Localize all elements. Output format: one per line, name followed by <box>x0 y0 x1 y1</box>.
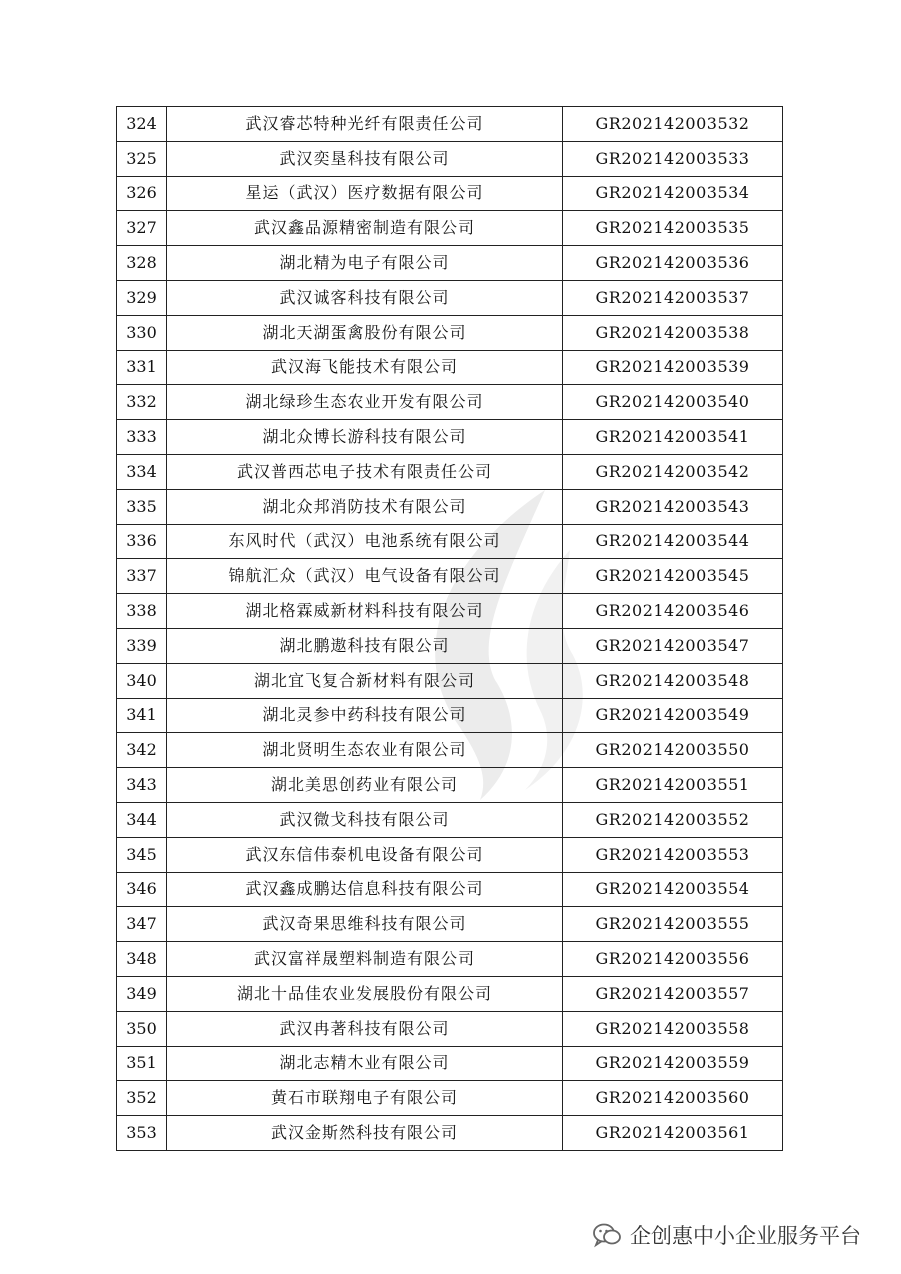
row-number: 326 <box>117 176 167 211</box>
company-name: 武汉富祥晟塑料制造有限公司 <box>167 942 563 977</box>
table-row <box>117 454 783 489</box>
row-number: 331 <box>117 350 167 385</box>
company-name: 湖北美思创药业有限公司 <box>167 768 563 803</box>
company-name: 武汉鑫成鹏达信息科技有限公司 <box>167 872 563 907</box>
certificate-code: GR202142003543 <box>563 489 783 524</box>
company-name: 湖北精为电子有限公司 <box>167 246 563 281</box>
row-number: 328 <box>117 246 167 281</box>
certificate-code: GR202142003532 <box>563 107 783 142</box>
table-row <box>117 837 783 872</box>
certificate-code: GR202142003559 <box>563 1046 783 1081</box>
row-number: 342 <box>117 733 167 768</box>
table-row <box>117 1046 783 1081</box>
table-row <box>117 1081 783 1116</box>
certificate-code: GR202142003560 <box>563 1081 783 1116</box>
company-name: 湖北格霖威新材料科技有限公司 <box>167 594 563 629</box>
table-row <box>117 907 783 942</box>
certificate-code: GR202142003539 <box>563 350 783 385</box>
company-table <box>116 106 783 1151</box>
company-name: 武汉普西芯电子技术有限责任公司 <box>167 454 563 489</box>
row-number: 351 <box>117 1046 167 1081</box>
row-number: 339 <box>117 628 167 663</box>
table-row <box>117 141 783 176</box>
row-number: 348 <box>117 942 167 977</box>
table-row <box>117 942 783 977</box>
certificate-code: GR202142003534 <box>563 176 783 211</box>
table-row <box>117 280 783 315</box>
row-number: 336 <box>117 524 167 559</box>
row-number: 347 <box>117 907 167 942</box>
row-number: 346 <box>117 872 167 907</box>
company-name: 武汉鑫品源精密制造有限公司 <box>167 211 563 246</box>
certificate-code: GR202142003561 <box>563 1116 783 1151</box>
company-name: 湖北灵参中药科技有限公司 <box>167 698 563 733</box>
certificate-code: GR202142003546 <box>563 594 783 629</box>
table-row <box>117 315 783 350</box>
row-number: 337 <box>117 559 167 594</box>
row-number: 332 <box>117 385 167 420</box>
row-number: 324 <box>117 107 167 142</box>
footer-brand <box>592 1218 861 1252</box>
row-number: 325 <box>117 141 167 176</box>
certificate-code: GR202142003540 <box>563 385 783 420</box>
certificate-code: GR202142003533 <box>563 141 783 176</box>
certificate-code: GR202142003548 <box>563 663 783 698</box>
table-row <box>117 246 783 281</box>
row-number: 333 <box>117 420 167 455</box>
row-number: 343 <box>117 768 167 803</box>
certificate-code: GR202142003535 <box>563 211 783 246</box>
company-name: 湖北十品佳农业发展股份有限公司 <box>167 976 563 1011</box>
row-number: 329 <box>117 280 167 315</box>
certificate-code: GR202142003537 <box>563 280 783 315</box>
row-number: 334 <box>117 454 167 489</box>
company-name: 湖北鹏遨科技有限公司 <box>167 628 563 663</box>
row-number: 349 <box>117 976 167 1011</box>
table-row <box>117 733 783 768</box>
row-number: 340 <box>117 663 167 698</box>
certificate-code: GR202142003538 <box>563 315 783 350</box>
company-name: 武汉睿芯特种光纤有限责任公司 <box>167 107 563 142</box>
footer-text: 企创惠中小企业服务平台 <box>630 1224 861 1248</box>
company-name: 黄石市联翔电子有限公司 <box>167 1081 563 1116</box>
row-number: 345 <box>117 837 167 872</box>
company-name: 湖北贤明生态农业有限公司 <box>167 733 563 768</box>
row-number: 327 <box>117 211 167 246</box>
certificate-code: GR202142003551 <box>563 768 783 803</box>
company-name: 湖北天湖蛋禽股份有限公司 <box>167 315 563 350</box>
table-row <box>117 698 783 733</box>
company-name: 星运（武汉）医疗数据有限公司 <box>167 176 563 211</box>
row-number: 335 <box>117 489 167 524</box>
wechat-icon <box>592 1222 622 1248</box>
certificate-code: GR202142003556 <box>563 942 783 977</box>
table-row <box>117 594 783 629</box>
company-name: 武汉东信伟泰机电设备有限公司 <box>167 837 563 872</box>
company-name: 武汉奇果思维科技有限公司 <box>167 907 563 942</box>
company-name: 湖北绿珍生态农业开发有限公司 <box>167 385 563 420</box>
table-row <box>117 559 783 594</box>
company-name: 武汉微戈科技有限公司 <box>167 802 563 837</box>
table-row <box>117 420 783 455</box>
table-row <box>117 176 783 211</box>
certificate-code: GR202142003549 <box>563 698 783 733</box>
row-number: 352 <box>117 1081 167 1116</box>
table-row <box>117 385 783 420</box>
certificate-code: GR202142003553 <box>563 837 783 872</box>
row-number: 330 <box>117 315 167 350</box>
row-number: 344 <box>117 802 167 837</box>
certificate-code: GR202142003547 <box>563 628 783 663</box>
table-row <box>117 211 783 246</box>
table-row <box>117 872 783 907</box>
certificate-code: GR202142003545 <box>563 559 783 594</box>
table-row <box>117 1116 783 1151</box>
company-name: 湖北志精木业有限公司 <box>167 1046 563 1081</box>
certificate-code: GR202142003558 <box>563 1011 783 1046</box>
table-row <box>117 107 783 142</box>
table-row <box>117 768 783 803</box>
certificate-code: GR202142003544 <box>563 524 783 559</box>
row-number: 353 <box>117 1116 167 1151</box>
company-name: 武汉金斯然科技有限公司 <box>167 1116 563 1151</box>
company-name: 武汉奕垦科技有限公司 <box>167 141 563 176</box>
table-row <box>117 1011 783 1046</box>
table-row <box>117 489 783 524</box>
company-name: 武汉冉著科技有限公司 <box>167 1011 563 1046</box>
certificate-code: GR202142003554 <box>563 872 783 907</box>
certificate-code: GR202142003542 <box>563 454 783 489</box>
company-name: 湖北众博长游科技有限公司 <box>167 420 563 455</box>
table-row <box>117 350 783 385</box>
certificate-code: GR202142003555 <box>563 907 783 942</box>
certificate-code: GR202142003552 <box>563 802 783 837</box>
table-row <box>117 628 783 663</box>
row-number: 350 <box>117 1011 167 1046</box>
table-row <box>117 663 783 698</box>
company-name: 湖北宜飞复合新材料有限公司 <box>167 663 563 698</box>
certificate-code: GR202142003541 <box>563 420 783 455</box>
certificate-code: GR202142003550 <box>563 733 783 768</box>
certificate-code: GR202142003536 <box>563 246 783 281</box>
table-row <box>117 976 783 1011</box>
company-name: 湖北众邦消防技术有限公司 <box>167 489 563 524</box>
row-number: 338 <box>117 594 167 629</box>
table-row <box>117 802 783 837</box>
table-row <box>117 524 783 559</box>
company-name: 武汉诚客科技有限公司 <box>167 280 563 315</box>
company-name: 锦航汇众（武汉）电气设备有限公司 <box>167 559 563 594</box>
certificate-code: GR202142003557 <box>563 976 783 1011</box>
row-number: 341 <box>117 698 167 733</box>
company-name: 武汉海飞能技术有限公司 <box>167 350 563 385</box>
company-name: 东风时代（武汉）电池系统有限公司 <box>167 524 563 559</box>
